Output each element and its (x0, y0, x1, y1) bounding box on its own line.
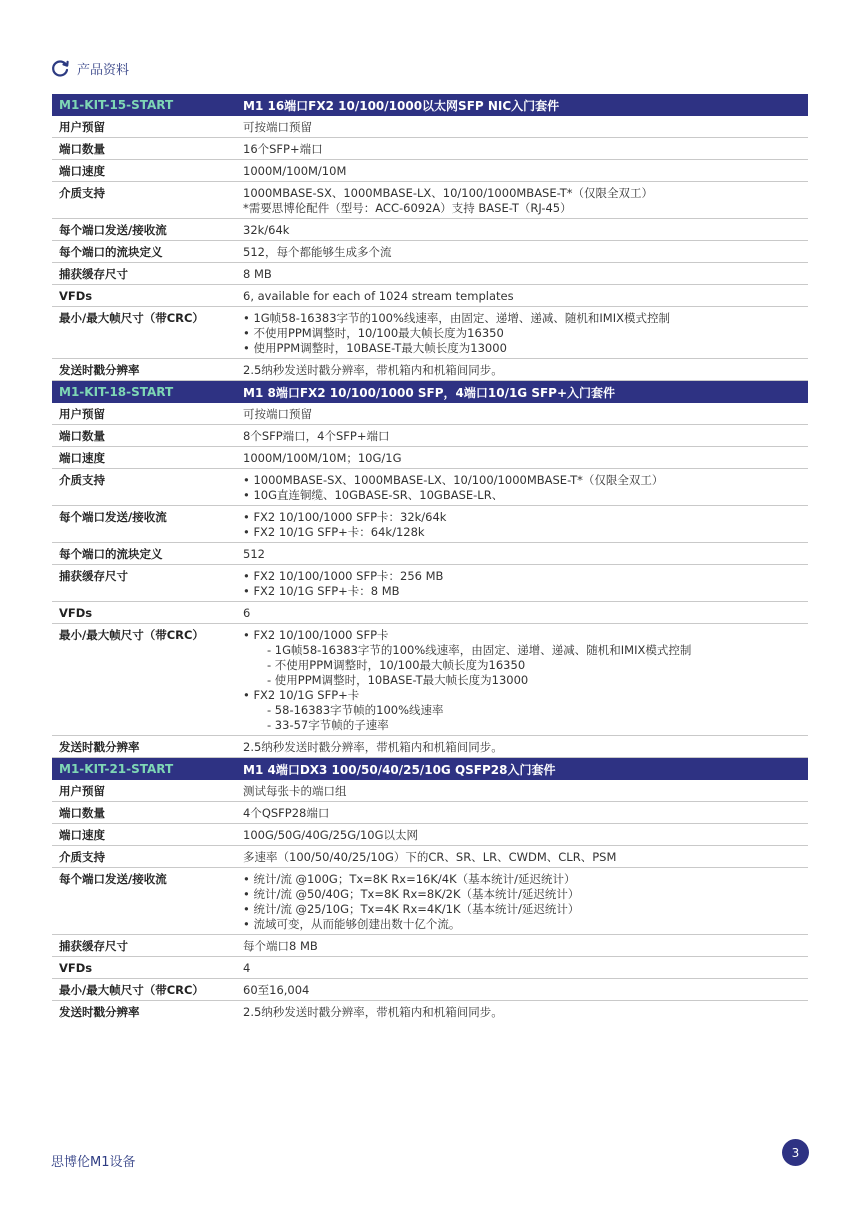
spec-value-line: • FX2 10/100/1000 SFP卡：256 MB (243, 569, 444, 583)
page-number-badge: 3 (782, 1139, 809, 1166)
spec-value (239, 957, 250, 978)
spec-label: 端口数量 (59, 806, 105, 820)
spec-label: 端口数量 (59, 142, 105, 156)
spec-row (52, 824, 808, 846)
spec-label: 端口数量 (59, 429, 105, 443)
spec-tables (52, 94, 808, 1022)
spec-value-line: 16个SFP+端口 (243, 142, 323, 156)
spec-row (52, 285, 808, 307)
spec-value-line: 2.5纳秒发送时戳分辨率，带机箱内和机箱间同步。 (243, 1005, 503, 1019)
spec-value (239, 780, 347, 801)
spec-value (239, 403, 312, 424)
spec-value (239, 1001, 503, 1022)
spec-label: VFDs (59, 289, 93, 303)
spec-value (239, 565, 443, 601)
kit-name: M1 16端口FX2 10/100/1000以太网SFP NIC入门套件 (243, 98, 560, 113)
spec-value (239, 979, 309, 1000)
kit-header (52, 758, 808, 780)
spec-row (52, 935, 808, 957)
spec-label: 发送时戳分辨率 (59, 740, 140, 754)
spec-value-line: • 统计/流 @25/10G；Tx=4K Rx=4K/1K（基本统计/延迟统计） (243, 902, 580, 916)
spec-label: 发送时戳分辨率 (59, 363, 140, 377)
spec-value (239, 138, 323, 159)
kit-name: M1 8端口FX2 10/100/1000 SFP，4端口10/1G SFP+入门套件 (243, 385, 616, 400)
spec-label: 端口速度 (59, 164, 105, 178)
spec-value-line: • 统计/流 @50/40G；Tx=8K Rx=8K/2K（基本统计/延迟统计） (243, 887, 580, 901)
spec-label: 介质支持 (59, 850, 105, 864)
spec-value-line: • FX2 10/100/1000 SFP卡 (243, 628, 389, 642)
spec-row (52, 138, 808, 160)
spec-value-line: • FX2 10/1G SFP+卡：64k/128k (243, 525, 425, 539)
spec-value (239, 624, 691, 735)
refresh-circle-icon (50, 58, 70, 78)
spec-row (52, 506, 808, 543)
spec-value-line: 512 (243, 547, 265, 561)
spec-value-line: 4 (243, 961, 251, 975)
spec-label: VFDs (59, 606, 93, 620)
spec-label: VFDs (59, 961, 93, 975)
spec-value (239, 263, 272, 284)
kit-header (52, 94, 808, 116)
spec-value (239, 824, 418, 845)
spec-value-line: 6, available for each of 1024 stream templates (243, 289, 514, 303)
spec-value-line: - 58-16383字节帧的100%线速率 (267, 703, 444, 717)
spec-label: 捕获缓存尺寸 (59, 569, 128, 583)
spec-value-line: 2.5纳秒发送时戳分辨率，带机箱内和机箱间同步。 (243, 363, 503, 377)
spec-value (239, 447, 402, 468)
spec-value (239, 469, 663, 505)
spec-label: 介质支持 (59, 473, 105, 487)
kit-code: M1-KIT-21-START (59, 762, 174, 776)
spec-value-line: • FX2 10/100/1000 SFP卡：32k/64k (243, 510, 447, 524)
spec-value-line: - 33-57字节帧的子速率 (267, 718, 389, 732)
spec-value-line: 可按端口预留 (243, 120, 312, 134)
spec-row (52, 116, 808, 138)
spec-value-line: 多速率（100/50/40/25/10G）下的CR、SR、LR、CWDM、CLR、PSM (243, 850, 617, 864)
spec-value-line: • FX2 10/1G SFP+卡 (243, 688, 360, 702)
spec-value (239, 359, 503, 380)
spec-row (52, 780, 808, 802)
spec-row (52, 403, 808, 425)
kit-header (52, 381, 808, 403)
spec-label: 端口速度 (59, 828, 105, 842)
spec-value-line: 32k/64k (243, 223, 290, 237)
spec-value-line: 1000M/100M/10M；10G/1G (243, 451, 402, 465)
spec-row (52, 602, 808, 624)
spec-value-line: 512，每个都能够生成多个流 (243, 245, 392, 259)
spec-value-line: 2.5纳秒发送时戳分辨率，带机箱内和机箱间同步。 (243, 740, 503, 754)
spec-row (52, 565, 808, 602)
spec-row (52, 1001, 808, 1022)
spec-label: 端口速度 (59, 451, 105, 465)
spec-label: 用户预留 (59, 120, 105, 134)
spec-value (239, 219, 289, 240)
spec-value (239, 802, 329, 823)
spec-row (52, 802, 808, 824)
spec-value-line: 1000M/100M/10M (243, 164, 347, 178)
spec-row (52, 359, 808, 381)
spec-row (52, 543, 808, 565)
spec-row (52, 425, 808, 447)
spec-label: 介质支持 (59, 186, 105, 200)
spec-value-line: - 1G帧58-16383字节的100%线速率，由固定、递增、递减、随机和IMIX模式控制 (267, 643, 692, 657)
spec-value (239, 736, 503, 757)
page-header (50, 57, 129, 79)
spec-value (239, 506, 446, 542)
spec-value-line: 可按端口预留 (243, 407, 312, 421)
spec-row (52, 624, 808, 736)
spec-label: 最小/最大帧尺寸（带CRC） (59, 311, 204, 325)
spec-value (239, 182, 653, 218)
spec-value (239, 846, 616, 867)
spec-value-line: • 流域可变，从而能够创建出数十亿个流。 (243, 917, 461, 931)
spec-label: 用户预留 (59, 407, 105, 421)
spec-row (52, 307, 808, 359)
spec-value (239, 160, 346, 181)
spec-value-line: 6 (243, 606, 251, 620)
spec-value-line: • 1000MBASE-SX、1000MBASE-LX、10/100/1000MBASE-T*（仅限全双工） (243, 473, 664, 487)
spec-row (52, 447, 808, 469)
spec-value (239, 868, 579, 934)
spec-value-line: • 统计/流 @100G；Tx=8K Rx=16K/4K（基本统计/延迟统计） (243, 872, 576, 886)
kit-code: M1-KIT-18-START (59, 385, 174, 399)
spec-label: 用户预留 (59, 784, 105, 798)
spec-value-line: 每个端口8 MB (243, 939, 318, 953)
spec-value-line: 测试每张卡的端口组 (243, 784, 347, 798)
spec-value (239, 285, 514, 306)
spec-value-line: - 不使用PPM调整时，10/100最大帧长度为16350 (267, 658, 526, 672)
spec-row (52, 182, 808, 219)
kit-code: M1-KIT-15-START (59, 98, 174, 112)
spec-value-line: • 10G直连铜缆、10GBASE-SR、10GBASE-LR、 (243, 488, 504, 502)
spec-value-line: • 不使用PPM调整时，10/100最大帧长度为16350 (243, 326, 504, 340)
spec-row (52, 979, 808, 1001)
spec-value (239, 307, 670, 358)
spec-row (52, 868, 808, 935)
section-title: 产品资料 (77, 62, 130, 78)
spec-label: 每个端口的流块定义 (59, 547, 163, 561)
spec-value-line: 8 MB (243, 267, 272, 281)
spec-value-line: 100G/50G/40G/25G/10G以太网 (243, 828, 419, 842)
spec-label: 每个端口发送/接收流 (59, 510, 167, 524)
spec-label: 捕获缓存尺寸 (59, 267, 128, 281)
spec-row (52, 957, 808, 979)
spec-row (52, 160, 808, 182)
spec-value-line: 8个SFP端口，4个SFP+端口 (243, 429, 390, 443)
spec-row (52, 469, 808, 506)
spec-label: 每个端口发送/接收流 (59, 872, 167, 886)
spec-row (52, 241, 808, 263)
spec-value (239, 241, 391, 262)
spec-row (52, 219, 808, 241)
spec-value (239, 116, 312, 137)
spec-value-line: 60至16,004 (243, 983, 310, 997)
spec-value (239, 543, 265, 564)
spec-value (239, 602, 250, 623)
footer-product-name: 思博伦M1设备 (51, 1155, 136, 1170)
spec-value-line: - 使用PPM调整时，10BASE-T最大帧长度为13000 (267, 673, 529, 687)
spec-value (239, 425, 389, 446)
kit-name: M1 4端口DX3 100/50/40/25/10G QSFP28入门套件 (243, 762, 556, 777)
spec-row (52, 736, 808, 758)
spec-label: 发送时戳分辨率 (59, 1005, 140, 1019)
spec-value-line: *需要思博伦配件（型号：ACC-6092A）支持 BASE-T（RJ-45） (243, 201, 572, 215)
spec-label: 最小/最大帧尺寸（带CRC） (59, 628, 204, 642)
spec-row (52, 263, 808, 285)
spec-value-line: 1000MBASE-SX、1000MBASE-LX、10/100/1000MBASE-T*（仅限全双工） (243, 186, 653, 200)
spec-value-line: • 1G帧58-16383字节的100%线速率，由固定、递增、递减、随机和IMIX模式控制 (243, 311, 670, 325)
spec-value-line: 4个QSFP28端口 (243, 806, 330, 820)
spec-row (52, 846, 808, 868)
spec-label: 最小/最大帧尺寸（带CRC） (59, 983, 204, 997)
spec-value-line: • FX2 10/1G SFP+卡：8 MB (243, 584, 400, 598)
spec-label: 捕获缓存尺寸 (59, 939, 128, 953)
spec-value-line: • 使用PPM调整时，10BASE-T最大帧长度为13000 (243, 341, 507, 355)
spec-label: 每个端口发送/接收流 (59, 223, 167, 237)
spec-label: 每个端口的流块定义 (59, 245, 163, 259)
spec-value (239, 935, 318, 956)
